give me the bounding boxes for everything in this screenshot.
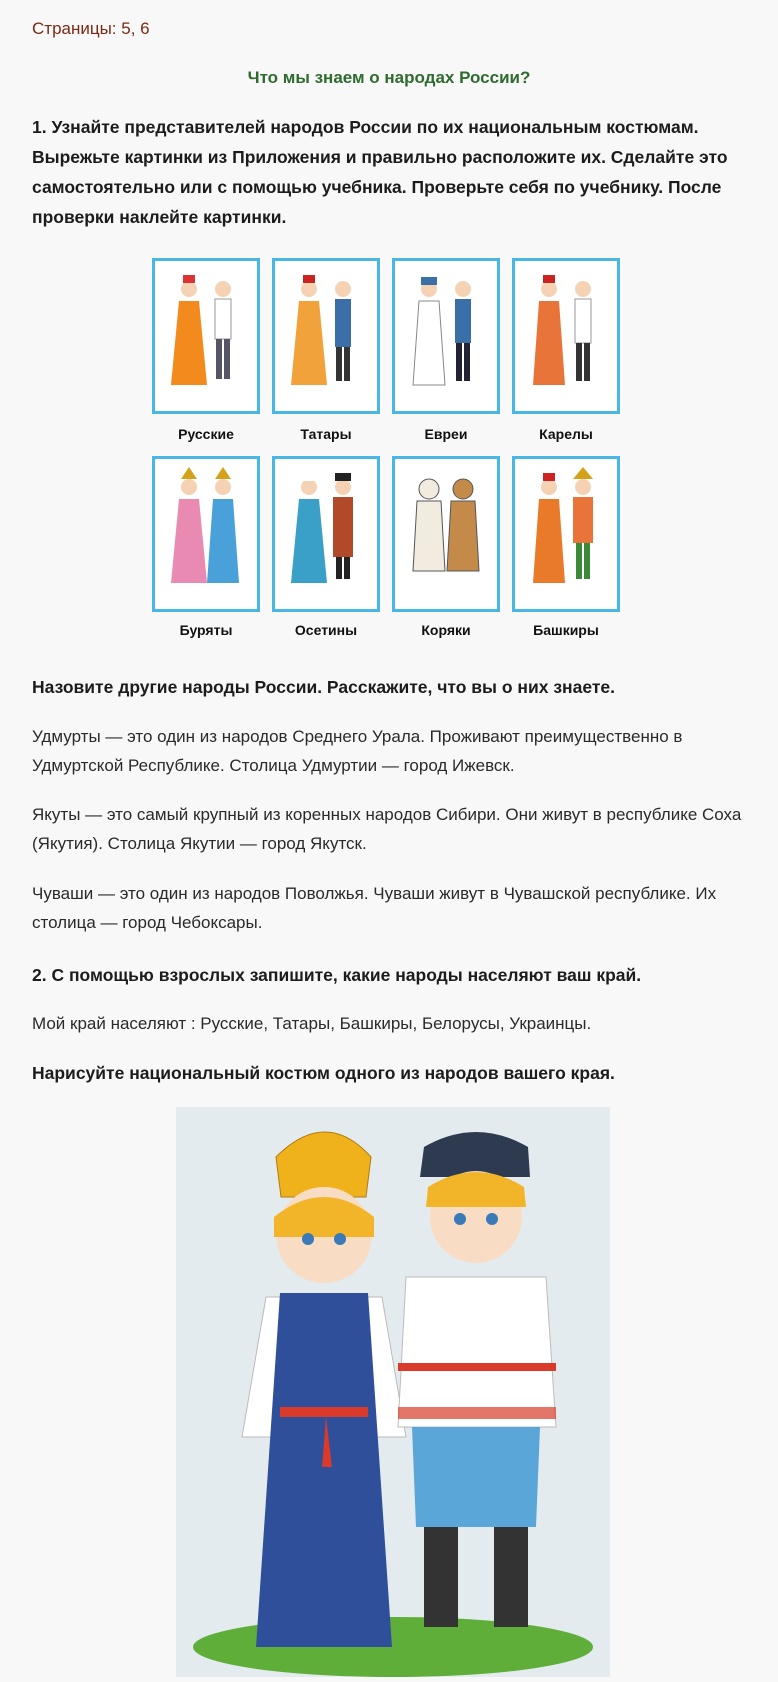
costume-card-tatars	[272, 258, 380, 414]
costume-label: Евреи	[424, 426, 468, 442]
costume-label: Коряки	[421, 622, 471, 638]
costume-figures	[275, 261, 377, 411]
task-3-text: Нарисуйте национальный костюм одного из народов вашего края.	[32, 1063, 615, 1083]
costume-label: Осетины	[294, 622, 358, 638]
costume-label: Татары	[300, 426, 352, 442]
costume-figures	[155, 459, 257, 609]
costume-figures	[155, 261, 257, 411]
costume-illustration	[176, 1107, 610, 1677]
costume-card-karelians	[512, 258, 620, 414]
task-2-text: 2. С помощью взрослых запишите, какие народы населяют ваш край.	[32, 965, 642, 985]
question-text: Назовите другие народы России. Расскажите, что вы о них знаете.	[32, 677, 616, 697]
my-region-text: Мой край населяют : Русские, Татары, Башкиры, Белорусы, Украинцы.	[32, 1014, 592, 1033]
answer-udmurts: Удмурты — это один из народов Среднего Урала. Проживают преимущественно в Удмуртской Республике. Столица Удмуртии — город Ижевск.	[32, 727, 683, 775]
costume-card-jews	[392, 258, 500, 414]
costume-card-buryats	[152, 456, 260, 612]
costumes-grid	[152, 258, 634, 646]
costume-figures	[395, 459, 497, 609]
costume-label: Башкиры	[533, 622, 599, 638]
answer-chuvash: Чуваши — это один из народов Поволжья. Чуваши живут в Чувашской республике. Их столица — город Чебоксары.	[32, 884, 717, 932]
task-1-text: 1. Узнайте представителей народов России по их национальным костюмам. Вырежьте картинки из Приложения и правильно расположите их. Сделайте это самостоятельно или с помощью учебника. Проверьте себя по учебнику. После проверки наклейте картинки.	[32, 117, 728, 227]
lesson-title: Что мы знаем о народах России?	[247, 68, 531, 87]
costume-figures	[395, 261, 497, 411]
costume-card-ossetians	[272, 456, 380, 612]
pages-label: Страницы: 5, 6	[32, 19, 150, 38]
costume-figures	[275, 459, 377, 609]
costume-card-russians	[152, 258, 260, 414]
costume-drawing	[176, 1107, 610, 1677]
costume-card-bashkirs	[512, 456, 620, 612]
costume-figures	[515, 261, 617, 411]
costume-label: Карелы	[539, 426, 593, 442]
costume-card-koryaks	[392, 456, 500, 612]
costume-label: Буряты	[179, 622, 233, 638]
answer-yakuts: Якуты — это самый крупный из коренных народов Сибири. Они живут в республике Соха (Якутия). Столица Якутии — город Якутск.	[32, 805, 742, 853]
costume-label: Русские	[178, 426, 234, 442]
costume-figures	[515, 459, 617, 609]
